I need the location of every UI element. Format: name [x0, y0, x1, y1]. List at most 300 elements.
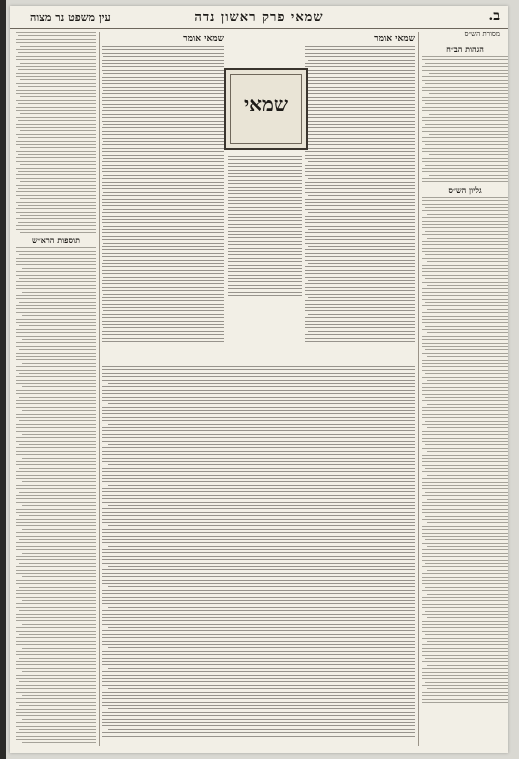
text-line — [425, 124, 508, 125]
text-line — [19, 397, 96, 398]
text-line — [422, 675, 508, 676]
text-line — [16, 617, 96, 618]
text-line — [16, 454, 96, 455]
text-line — [305, 341, 415, 342]
text-line — [422, 695, 508, 696]
text-line — [102, 83, 224, 84]
text-line — [305, 165, 415, 166]
text-line — [102, 522, 415, 523]
text-line — [305, 270, 415, 271]
text-line — [305, 87, 415, 88]
text-line — [422, 638, 508, 639]
text-line — [102, 569, 415, 570]
text-line — [308, 280, 415, 281]
text-line — [425, 63, 508, 64]
text-line — [16, 597, 96, 598]
text-line — [102, 413, 415, 414]
text-line — [422, 110, 508, 111]
text-line — [102, 121, 224, 122]
text-line — [22, 600, 96, 601]
text-line — [108, 505, 415, 506]
text-line — [425, 83, 508, 84]
text-line — [422, 181, 508, 182]
text-line — [16, 566, 96, 567]
text-line — [20, 232, 96, 233]
gilyon-label: גליון הש״ס — [448, 184, 482, 195]
text-line — [305, 97, 415, 98]
text-line — [102, 246, 224, 247]
text-line — [102, 104, 224, 105]
text-line — [422, 471, 508, 472]
text-line — [102, 195, 224, 196]
text-line — [422, 621, 508, 622]
text-line — [16, 668, 96, 669]
text-line — [16, 66, 96, 67]
text-line — [16, 627, 96, 628]
text-line — [425, 231, 508, 232]
text-line — [422, 509, 508, 510]
text-line — [422, 597, 508, 598]
text-line — [422, 178, 508, 179]
text-line — [102, 539, 415, 540]
text-line — [228, 207, 302, 208]
text-line — [18, 154, 96, 155]
text-line — [16, 76, 96, 77]
text-line — [305, 253, 415, 254]
text-line — [422, 80, 508, 81]
text-line — [108, 464, 415, 465]
text-line — [228, 197, 302, 198]
text-line — [228, 190, 302, 191]
text-line — [108, 546, 415, 547]
text-line — [16, 229, 96, 230]
text-line — [305, 205, 415, 206]
text-line — [19, 634, 96, 635]
text-line — [305, 338, 415, 339]
text-line — [422, 339, 508, 340]
text-line — [305, 317, 415, 318]
text-line — [20, 181, 96, 182]
text-line — [22, 671, 96, 672]
text-line — [422, 604, 508, 605]
text-line — [422, 556, 508, 557]
text-line — [228, 156, 302, 157]
text-line — [16, 546, 96, 547]
text-line — [422, 485, 508, 486]
text-line — [102, 671, 415, 672]
text-line — [102, 664, 415, 665]
text-line — [16, 366, 96, 367]
text-line — [422, 553, 508, 554]
text-line — [102, 205, 224, 206]
text-line — [228, 275, 302, 276]
text-line — [16, 614, 96, 615]
text-line — [102, 441, 415, 442]
text-line — [16, 195, 96, 196]
text-line — [16, 464, 96, 465]
text-line — [102, 468, 415, 469]
text-line — [16, 641, 96, 642]
text-line — [102, 321, 224, 322]
text-line — [102, 498, 415, 499]
text-line — [16, 376, 96, 377]
text-line — [228, 261, 302, 262]
text-line — [16, 271, 96, 272]
text-line — [228, 231, 302, 232]
text-line — [19, 325, 96, 326]
text-line — [16, 685, 96, 686]
text-line — [16, 722, 96, 723]
text-line — [102, 171, 224, 172]
text-line — [305, 277, 415, 278]
text-line — [16, 281, 96, 282]
text-line — [102, 563, 415, 564]
text-line — [16, 637, 96, 638]
text-line — [16, 498, 96, 499]
text-line — [305, 202, 415, 203]
text-line — [422, 336, 508, 337]
text-line — [425, 373, 508, 374]
text-line — [102, 287, 224, 288]
tosafot-column — [102, 32, 224, 362]
text-line — [228, 159, 302, 160]
text-line — [102, 393, 415, 394]
text-line — [102, 161, 224, 162]
text-line — [108, 586, 415, 587]
text-line — [305, 260, 415, 261]
text-line — [102, 430, 415, 431]
text-line — [16, 441, 96, 442]
text-line — [16, 298, 96, 299]
text-line — [102, 651, 415, 652]
text-line — [305, 209, 415, 210]
text-line — [427, 665, 508, 666]
text-line — [102, 307, 224, 308]
text-line — [16, 356, 96, 357]
text-line — [19, 420, 96, 421]
text-line — [102, 60, 224, 61]
text-line — [102, 434, 415, 435]
text-line — [103, 90, 224, 91]
text-line — [228, 176, 302, 177]
lower-commentary-block — [102, 366, 415, 746]
text-line — [427, 261, 508, 262]
text-line — [102, 386, 415, 387]
text-line — [422, 577, 508, 578]
text-line — [102, 222, 224, 223]
text-line — [108, 607, 415, 608]
text-line — [422, 424, 508, 425]
text-line — [425, 144, 508, 145]
text-line — [22, 434, 96, 435]
text-line — [16, 353, 96, 354]
text-line — [16, 414, 96, 415]
text-line — [16, 312, 96, 313]
text-line — [19, 278, 96, 279]
text-line — [16, 383, 96, 384]
text-line — [102, 634, 415, 635]
text-line — [228, 241, 302, 242]
text-line — [16, 59, 96, 60]
text-line — [228, 180, 302, 181]
text-line — [422, 168, 508, 169]
text-line — [422, 455, 508, 456]
text-line — [102, 736, 415, 737]
text-line — [103, 175, 224, 176]
text-line — [103, 226, 224, 227]
text-line — [422, 624, 508, 625]
text-line — [422, 614, 508, 615]
text-line — [308, 127, 415, 128]
text-line — [305, 83, 415, 84]
text-line — [308, 77, 415, 78]
text-line — [425, 539, 508, 540]
text-line — [228, 170, 302, 171]
text-line — [102, 614, 415, 615]
text-line — [425, 634, 508, 635]
text-line — [308, 144, 415, 145]
text-line — [425, 254, 508, 255]
text-line — [422, 377, 508, 378]
text-line — [228, 227, 302, 228]
text-line — [102, 583, 415, 584]
text-line — [422, 346, 508, 347]
text-line — [19, 705, 96, 706]
text-line — [102, 263, 224, 264]
text-line — [102, 471, 415, 472]
text-line — [102, 705, 415, 706]
text-line — [422, 275, 508, 276]
text-line — [427, 451, 508, 452]
text-line — [18, 52, 96, 53]
text-line — [102, 461, 415, 462]
text-line — [16, 329, 96, 330]
text-line — [16, 83, 96, 84]
text-line — [422, 366, 508, 367]
text-line — [305, 327, 415, 328]
text-line — [308, 314, 415, 315]
text-line — [308, 161, 415, 162]
text-line — [308, 331, 415, 332]
text-line — [102, 637, 415, 638]
text-line — [102, 732, 415, 733]
text-line — [16, 688, 96, 689]
text-line — [425, 349, 508, 350]
text-line — [228, 295, 302, 296]
text-line — [102, 338, 224, 339]
text-line — [429, 134, 508, 135]
text-line — [422, 131, 508, 132]
text-line — [422, 529, 508, 530]
text-line — [102, 519, 415, 520]
text-line — [102, 165, 224, 166]
text-line — [16, 124, 96, 125]
text-line — [422, 56, 508, 57]
text-line — [228, 285, 302, 286]
text-line — [16, 519, 96, 520]
text-line — [108, 444, 415, 445]
text-line — [422, 227, 508, 228]
text-line — [305, 216, 415, 217]
text-line — [102, 70, 224, 71]
text-line — [102, 144, 224, 145]
text-line — [422, 600, 508, 601]
text-line — [16, 451, 96, 452]
text-line — [16, 90, 96, 91]
text-line — [422, 282, 508, 283]
text-line — [16, 336, 96, 337]
text-line — [16, 305, 96, 306]
right-margin-commentary — [418, 32, 508, 746]
text-line — [429, 175, 508, 176]
text-line — [422, 200, 508, 201]
text-line — [305, 287, 415, 288]
text-line — [102, 134, 224, 135]
text-line — [422, 265, 508, 266]
text-line — [16, 359, 96, 360]
text-line — [305, 192, 415, 193]
text-line — [422, 607, 508, 608]
text-line — [425, 421, 508, 422]
text-line — [427, 285, 508, 286]
text-line — [16, 698, 96, 699]
text-line — [308, 93, 415, 94]
text-line — [102, 654, 415, 655]
page-header — [10, 6, 508, 29]
text-line — [19, 539, 96, 540]
text-line — [102, 512, 415, 513]
text-line — [305, 294, 415, 295]
text-line — [425, 682, 508, 683]
text-line — [422, 87, 508, 88]
text-line — [102, 658, 415, 659]
text-line — [102, 304, 224, 305]
text-line — [102, 715, 415, 716]
text-line — [422, 519, 508, 520]
text-line — [422, 533, 508, 534]
text-line — [20, 63, 96, 64]
running-head: שמאי פרק ראשון נדה — [194, 10, 324, 25]
text-line — [16, 607, 96, 608]
text-line — [16, 251, 96, 252]
text-line — [429, 154, 508, 155]
text-line — [102, 53, 224, 54]
text-line — [22, 315, 96, 316]
text-line — [18, 86, 96, 87]
text-line — [16, 664, 96, 665]
talmud-page — [10, 6, 508, 753]
text-line — [22, 648, 96, 649]
text-line — [305, 168, 415, 169]
text-line — [305, 256, 415, 257]
text-line — [22, 624, 96, 625]
text-line — [108, 485, 415, 486]
hagahot-label: הגהות הב״ח — [446, 44, 484, 54]
text-line — [422, 66, 508, 67]
text-line — [16, 542, 96, 543]
text-line — [422, 502, 508, 503]
text-line — [305, 90, 415, 91]
text-line — [16, 525, 96, 526]
text-line — [305, 310, 415, 311]
text-line — [422, 383, 508, 384]
text-line — [308, 229, 415, 230]
text-line — [422, 461, 508, 462]
text-line — [16, 739, 96, 740]
text-line — [102, 80, 224, 81]
text-line — [102, 266, 224, 267]
text-line — [422, 668, 508, 669]
text-line — [16, 332, 96, 333]
text-line — [102, 369, 415, 370]
text-line — [103, 327, 224, 328]
text-line — [108, 403, 415, 404]
text-line — [228, 187, 302, 188]
text-line — [305, 124, 415, 125]
text-line — [422, 329, 508, 330]
text-line — [16, 117, 96, 118]
text-line — [102, 46, 224, 47]
text-line — [422, 699, 508, 700]
text-line — [20, 79, 96, 80]
text-line — [108, 688, 415, 689]
text-line — [16, 110, 96, 111]
text-line — [305, 222, 415, 223]
text-line — [228, 292, 302, 293]
text-line — [16, 407, 96, 408]
text-line — [228, 173, 302, 174]
text-line — [102, 151, 224, 152]
text-line — [308, 178, 415, 179]
text-line — [308, 297, 415, 298]
text-line — [422, 417, 508, 418]
text-line — [305, 182, 415, 183]
text-line — [102, 495, 415, 496]
text-line — [16, 370, 96, 371]
text-line — [102, 481, 415, 482]
text-line — [425, 326, 508, 327]
text-line — [19, 444, 96, 445]
text-line — [228, 214, 302, 215]
text-line — [422, 117, 508, 118]
text-line — [22, 481, 96, 482]
text-line — [22, 458, 96, 459]
text-line — [102, 178, 224, 179]
text-line — [102, 552, 415, 553]
text-line — [425, 444, 508, 445]
text-line — [18, 103, 96, 104]
text-line — [422, 465, 508, 466]
text-line — [422, 651, 508, 652]
text-line — [16, 427, 96, 428]
text-line — [422, 685, 508, 686]
text-line — [422, 316, 508, 317]
text-line — [16, 247, 96, 248]
text-line — [20, 130, 96, 131]
text-line — [103, 310, 224, 311]
text-line — [22, 410, 96, 411]
text-line — [19, 254, 96, 255]
text-line — [16, 380, 96, 381]
text-line — [422, 343, 508, 344]
text-line — [16, 726, 96, 727]
text-line — [305, 117, 415, 118]
text-line — [19, 610, 96, 611]
text-line — [19, 729, 96, 730]
text-line — [102, 236, 224, 237]
text-line — [102, 661, 415, 662]
text-line — [422, 566, 508, 567]
